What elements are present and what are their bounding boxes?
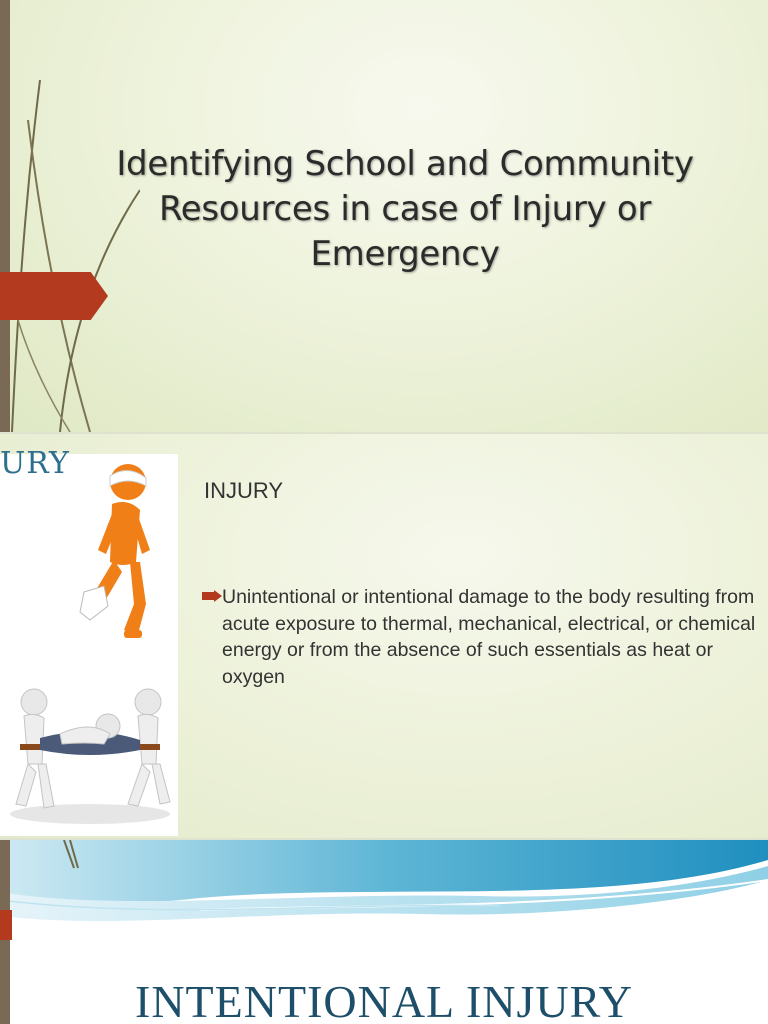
red-accent-tab	[0, 910, 12, 940]
injured-person-illustration	[0, 454, 178, 654]
decorative-grass-strokes	[56, 840, 146, 870]
corner-heading-fragment: URY	[0, 446, 70, 481]
injury-slide	[0, 434, 768, 838]
slide-title: INTENTIONAL INJURY	[135, 976, 633, 1024]
title-slide	[0, 0, 768, 432]
injury-illustration-panel	[0, 454, 178, 836]
red-arrow-tab	[0, 272, 108, 320]
bullet-item	[202, 584, 762, 690]
slide-heading: INJURY	[204, 478, 284, 503]
stretcher-carriers-illustration	[0, 664, 178, 838]
slide-title: Identifying School and Community Resources in case of Injury or Emergency	[116, 144, 694, 274]
arrow-bullet-icon	[202, 590, 222, 602]
intentional-injury-slide	[0, 840, 768, 1024]
bullet-text: Unintentional or intentional damage to the body resulting from acute exposure to thermal, mechanical, electrical, or chemical energy or from the absence of such essentials as heat or oxygen	[222, 586, 756, 688]
